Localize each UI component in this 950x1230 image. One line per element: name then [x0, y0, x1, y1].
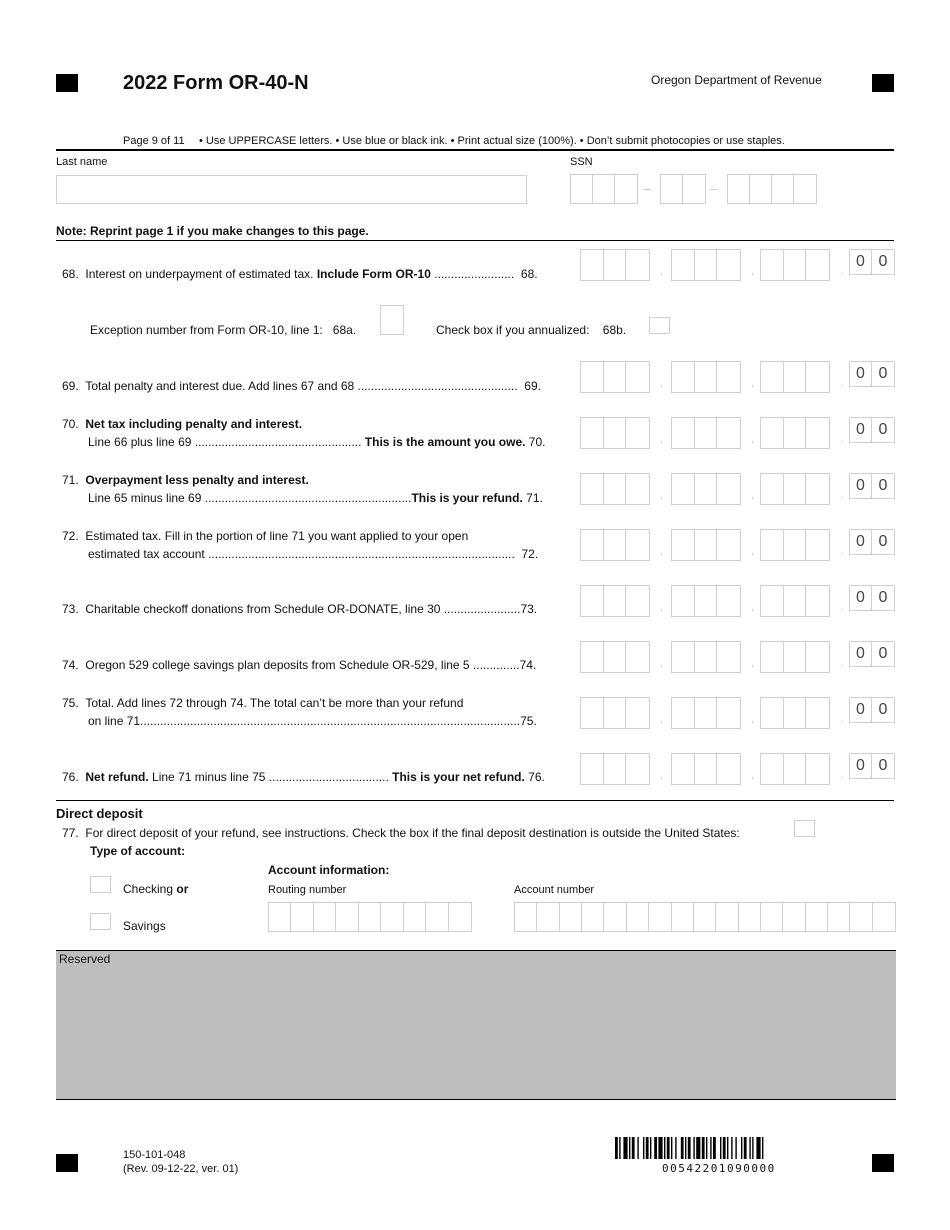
decimal-point: . [840, 767, 844, 781]
cents-digit: 0 [850, 474, 872, 498]
cents-digit: 0 [878, 421, 888, 438]
barcode-bar [723, 1137, 726, 1159]
barcode-bar [654, 1137, 657, 1159]
cents-digit: 0 [850, 642, 872, 666]
line-71-title: 71. Overpayment less penalty and interest. [62, 473, 309, 487]
thousands-separator: , [660, 543, 664, 557]
routing-number-field[interactable] [268, 902, 472, 932]
cents-digit: 0 [850, 586, 872, 610]
line-70-title: 70. Net tax including penalty and interest. [62, 417, 303, 431]
line-72-label-1: 72. Estimated tax. Fill in the portion of line 71 you want applied to your open [62, 529, 469, 543]
line-69-label: 69. Total penalty and interest due. Add lines 67 and 68 ................................................ 69. [62, 379, 541, 393]
barcode-bar [749, 1137, 750, 1159]
amount-digit-group[interactable] [671, 753, 741, 785]
amount-digit-group[interactable] [760, 641, 830, 673]
line-68b-label: Check box if you annualized: 68b. [436, 323, 627, 337]
amount-digit-group[interactable] [580, 417, 650, 449]
divider [56, 149, 894, 151]
cents-digit: 0 [878, 757, 888, 774]
barcode-bar [696, 1137, 700, 1159]
divider [56, 240, 894, 241]
decimal-point: . [840, 431, 844, 445]
barcode-bar [735, 1137, 736, 1159]
amount-digit-group[interactable] [580, 753, 650, 785]
thousands-separator: , [751, 767, 755, 781]
line-76-label: 76. Net refund. Line 71 minus line 75 .................................... This is your net refund. 76. [62, 770, 545, 784]
amount-digit-group[interactable] [760, 529, 830, 561]
barcode-bar [688, 1137, 691, 1159]
barcode-bar [671, 1137, 672, 1159]
barcode-bar [643, 1137, 644, 1159]
barcode-bar [720, 1137, 721, 1159]
thousands-separator: , [751, 431, 755, 445]
ssn-field-part1[interactable] [570, 174, 638, 204]
thousands-separator: , [660, 487, 664, 501]
decimal-point: . [840, 599, 844, 613]
cents-digit: 0 [850, 530, 872, 554]
thousands-separator: , [660, 655, 664, 669]
decimal-point: . [840, 655, 844, 669]
line-68b-annualized-checkbox[interactable] [649, 317, 670, 334]
amount-digit-group[interactable] [671, 585, 741, 617]
barcode-bar [756, 1137, 760, 1159]
registration-mark [56, 1154, 78, 1172]
cents-digit: 0 [850, 698, 872, 722]
cents-field [849, 249, 895, 275]
barcode-bar [658, 1137, 662, 1159]
barcode-number: 00542201090000 [662, 1162, 776, 1175]
savings-label: Savings [123, 919, 166, 933]
amount-digit-group[interactable] [671, 697, 741, 729]
barcode-bar [713, 1137, 716, 1159]
thousands-separator: , [751, 263, 755, 277]
thousands-separator: , [751, 599, 755, 613]
form-number: 150-101-048 [123, 1149, 186, 1161]
cents-digit: 0 [878, 645, 888, 662]
ssn-field-part3[interactable] [727, 174, 817, 204]
checking-label: Checking or [123, 882, 189, 896]
reserved-label: Reserved [59, 952, 111, 966]
barcode-bar [744, 1137, 747, 1159]
decimal-point: . [840, 543, 844, 557]
barcode-bar [685, 1137, 686, 1159]
cents-field [849, 529, 895, 555]
department-name: Oregon Department of Revenue [651, 73, 822, 87]
barcode-bar [615, 1137, 618, 1159]
checking-checkbox[interactable] [90, 876, 111, 893]
account-type-label: Type of account: [90, 844, 186, 858]
registration-mark [872, 74, 894, 92]
thousands-separator: , [751, 375, 755, 389]
routing-number-label: Routing number [268, 884, 347, 896]
thousands-separator: , [660, 599, 664, 613]
amount-digit-group[interactable] [760, 473, 830, 505]
amount-digit-group[interactable] [580, 249, 650, 281]
line-68-label: 68. Interest on underpayment of estimated tax. Include Form OR-10 ........................ 68. [62, 267, 538, 281]
thousands-separator: , [751, 711, 755, 725]
cents-digit: 0 [878, 253, 888, 270]
revision-date: (Rev. 09-12-22, ver. 01) [123, 1163, 239, 1175]
amount-digit-group[interactable] [580, 529, 650, 561]
barcode-bar [623, 1137, 627, 1159]
registration-mark [56, 74, 78, 92]
line-68a-exception-field[interactable] [380, 305, 404, 335]
thousands-separator: , [660, 767, 664, 781]
line-71-label: Line 65 minus line 69 ..............................................................This is your refund. 71. [88, 491, 543, 505]
barcode-bar [741, 1137, 742, 1159]
barcode-bar [710, 1137, 711, 1159]
amount-digit-group[interactable] [580, 585, 650, 617]
cents-digit: 0 [878, 533, 888, 550]
cents-digit: 0 [878, 589, 888, 606]
amount-digit-group[interactable] [760, 697, 830, 729]
direct-deposit-heading: Direct deposit [56, 806, 143, 821]
last-name-label: Last name [56, 156, 108, 168]
amount-digit-group[interactable] [671, 473, 741, 505]
barcode-bar [727, 1137, 728, 1159]
savings-checkbox[interactable] [90, 913, 111, 930]
barcode-bar [675, 1137, 676, 1159]
form-title: 2022 Form OR-40-N [123, 72, 309, 94]
divider [56, 800, 894, 801]
amount-digit-group[interactable] [671, 249, 741, 281]
cents-field [849, 361, 895, 387]
amount-digit-group[interactable] [760, 361, 830, 393]
ssn-dash: – [710, 180, 718, 196]
barcode-bar [693, 1137, 694, 1159]
barcode-bar [629, 1137, 630, 1159]
amount-digit-group[interactable] [580, 697, 650, 729]
cents-digit: 0 [850, 754, 872, 778]
registration-mark [872, 1154, 894, 1172]
thousands-separator: , [660, 431, 664, 445]
line-73-label: 73. Charitable checkoff donations from Schedule OR-DONATE, line 30 .......................73. [62, 602, 538, 616]
thousands-separator: , [660, 263, 664, 277]
line-74-label: 74. Oregon 529 college savings plan deposits from Schedule OR-529, line 5 ..............74. [62, 658, 537, 672]
decimal-point: . [840, 711, 844, 725]
barcode-bar [646, 1137, 649, 1159]
amount-digit-group[interactable] [580, 473, 650, 505]
barcode-bar [637, 1137, 638, 1159]
cents-digit: 0 [850, 418, 872, 442]
thousands-separator: , [660, 375, 664, 389]
last-name-field[interactable] [56, 175, 527, 204]
barcode-bar [632, 1137, 635, 1159]
cents-digit: 0 [878, 477, 888, 494]
cents-field [849, 473, 895, 499]
line-75-label-2: on line 71..................................................................................................................75. [88, 714, 537, 728]
amount-digit-group[interactable] [671, 529, 741, 561]
ssn-label: SSN [570, 156, 593, 168]
amount-digit-group[interactable] [760, 417, 830, 449]
ssn-dash: – [643, 180, 651, 196]
ssn-field-part2[interactable] [660, 174, 706, 204]
barcode-bar [667, 1137, 670, 1159]
thousands-separator: , [751, 487, 755, 501]
line-70-label: Line 66 plus line 69 .................................................. This is the amount you owe. 70. [88, 435, 546, 449]
outside-us-checkbox[interactable] [794, 820, 815, 837]
barcode-bar [650, 1137, 651, 1159]
barcode-bar [681, 1137, 684, 1159]
cents-digit: 0 [850, 250, 872, 274]
amount-digit-group[interactable] [671, 361, 741, 393]
amount-digit-group[interactable] [671, 417, 741, 449]
barcode-bar [664, 1137, 665, 1159]
barcode-bar [619, 1137, 620, 1159]
amount-digit-group[interactable] [671, 641, 741, 673]
barcode-bar [752, 1137, 753, 1159]
thousands-separator: , [660, 711, 664, 725]
barcode-bar [762, 1137, 763, 1159]
decimal-point: . [840, 263, 844, 277]
page-info: Page 9 of 11 [123, 135, 185, 147]
amount-digit-group[interactable] [760, 585, 830, 617]
thousands-separator: , [751, 655, 755, 669]
amount-digit-group[interactable] [760, 753, 830, 785]
account-number-field[interactable] [514, 902, 896, 932]
decimal-point: . [840, 487, 844, 501]
form-instructions: • Use UPPERCASE letters. • Use blue or black ink. • Print actual size (100%). • Don’t submit photocopies or use staples. [199, 135, 785, 147]
amount-digit-group[interactable] [580, 361, 650, 393]
cents-digit: 0 [878, 365, 888, 382]
account-info-label: Account information: [268, 863, 390, 877]
cents-digit: 0 [878, 701, 888, 718]
reprint-note: Note: Reprint page 1 if you make changes to this page. [56, 224, 369, 238]
cents-field [849, 753, 895, 779]
reserved-area [56, 950, 896, 1100]
line-72-label-2: estimated tax account ............................................................................................ 72. [88, 547, 539, 561]
account-number-label: Account number [514, 884, 595, 896]
thousands-separator: , [751, 543, 755, 557]
barcode-bar [731, 1137, 732, 1159]
cents-digit: 0 [850, 362, 872, 386]
decimal-point: . [840, 375, 844, 389]
line-68a-label: Exception number from Form OR-10, line 1: 68a. [90, 323, 357, 337]
amount-digit-group[interactable] [760, 249, 830, 281]
cents-field [849, 585, 895, 611]
amount-digit-group[interactable] [580, 641, 650, 673]
cents-field [849, 697, 895, 723]
cents-field [849, 417, 895, 443]
cents-field [849, 641, 895, 667]
line-77-label: 77. For direct deposit of your refund, see instructions. Check the box if the final deposit destination is outside the United States: [62, 826, 740, 840]
barcode [615, 1137, 826, 1159]
line-75-label-1: 75. Total. Add lines 72 through 74. The total can’t be more than your refund [62, 696, 464, 710]
barcode-bar [702, 1137, 705, 1159]
barcode-bar [706, 1137, 707, 1159]
